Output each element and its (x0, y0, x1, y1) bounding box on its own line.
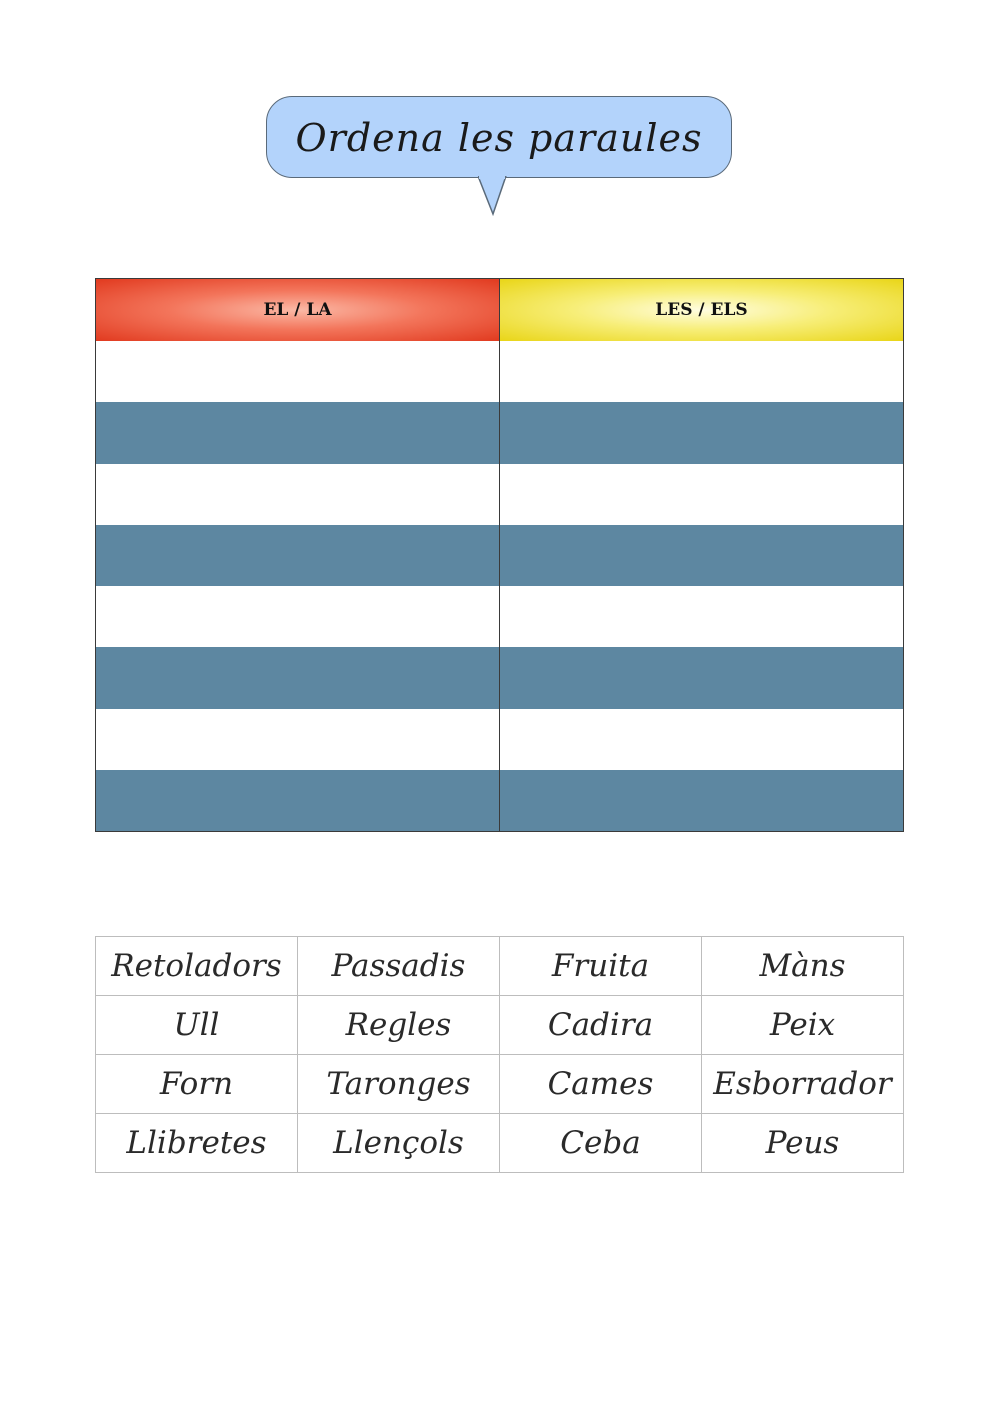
column-les-els (499, 279, 903, 831)
word-card[interactable]: Cames (500, 1055, 702, 1114)
word-card[interactable]: Passadis (298, 937, 500, 996)
drop-slot[interactable] (500, 647, 903, 708)
word-card[interactable]: Ceba (500, 1114, 702, 1173)
word-card[interactable]: Retoladors (96, 937, 298, 996)
drop-slot[interactable] (96, 709, 499, 770)
word-card[interactable]: Peix (702, 996, 904, 1055)
drop-slot[interactable] (500, 709, 903, 770)
word-card[interactable]: Cadira (500, 996, 702, 1055)
drop-slot[interactable] (500, 341, 903, 402)
column-header-les-els: LES / ELS (500, 279, 903, 341)
word-card[interactable]: Fruita (500, 937, 702, 996)
page-title: Ordena les paraules (295, 116, 703, 160)
drop-slot[interactable] (500, 464, 903, 525)
drop-slot[interactable] (500, 586, 903, 647)
drop-slot[interactable] (500, 402, 903, 463)
drop-slot[interactable] (96, 402, 499, 463)
drop-slot[interactable] (96, 770, 499, 831)
word-card[interactable]: Regles (298, 996, 500, 1055)
drop-slot[interactable] (96, 586, 499, 647)
word-card[interactable]: Forn (96, 1055, 298, 1114)
drop-slot[interactable] (96, 464, 499, 525)
drop-slot[interactable] (500, 525, 903, 586)
column-header-el-la: EL / LA (96, 279, 499, 341)
word-card[interactable]: Ull (96, 996, 298, 1055)
word-row (96, 1114, 904, 1173)
word-bank (95, 936, 904, 1173)
word-row (96, 937, 904, 996)
column-el-la (96, 279, 499, 831)
word-card[interactable]: Taronges (298, 1055, 500, 1114)
word-card[interactable]: Llençols (298, 1114, 500, 1173)
title-bubble (266, 96, 732, 178)
word-card[interactable]: Peus (702, 1114, 904, 1173)
word-row (96, 1055, 904, 1114)
word-card[interactable]: Llibretes (96, 1114, 298, 1173)
drop-slot[interactable] (96, 341, 499, 402)
sorting-table (95, 278, 904, 832)
drop-slot[interactable] (96, 647, 499, 708)
drop-slot[interactable] (96, 525, 499, 586)
word-card[interactable]: Esborrador (702, 1055, 904, 1114)
bubble-tail (478, 176, 512, 216)
word-row (96, 996, 904, 1055)
word-card[interactable]: Màns (702, 937, 904, 996)
drop-slot[interactable] (500, 770, 903, 831)
